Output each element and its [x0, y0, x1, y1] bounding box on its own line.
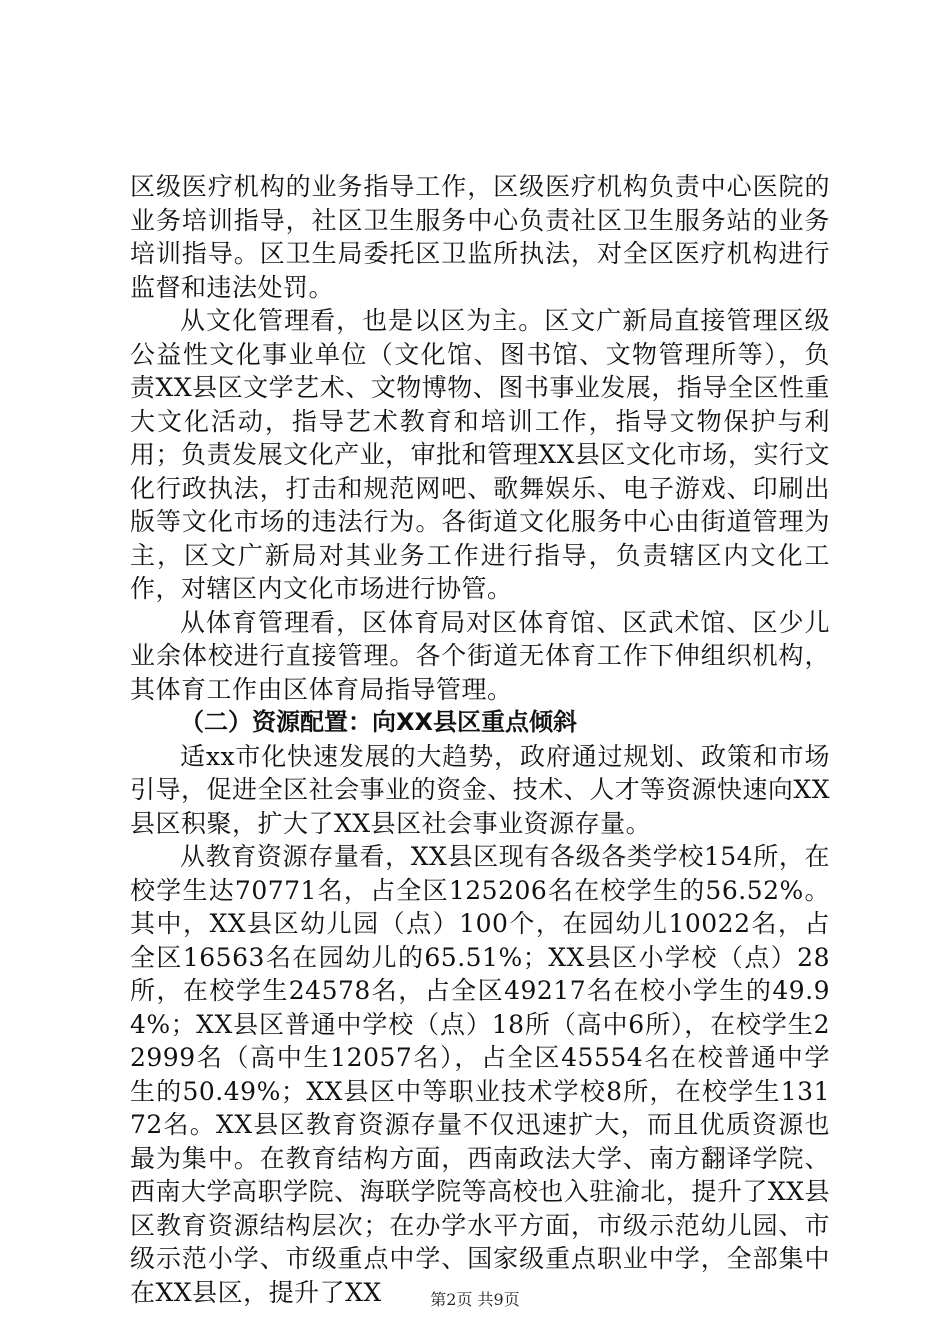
- page-footer: 第2页 共9页: [430, 1290, 520, 1309]
- paragraph-culture-management: 从文化管理看，也是以区为主。区文广新局直接管理区级公益性文化事业单位（文化馆、图书馆、文物管理所等），负责XX县区文学艺术、文物博物、图书事业发展，指导全区性重大文化活动，指导艺术教育和培训工作，指导文物保护与利用；负责发展文化产业，审批和管理XX县区文化市场，实行文化行政执法，打击和规范网吧、歌舞娱乐、电子游戏、印刷出版等文化市场的违法行为。各街道文化服务中心由街道管理为主，区文广新局对其业务工作进行指导，负责辖区内文化工作，对辖区内文化市场进行协管。: [130, 306, 830, 603]
- section-heading: （二）资源配置：向XX县区重点倾斜: [180, 708, 578, 736]
- paragraph-sports-management: 从体育管理看，区体育局对区体育馆、区武术馆、区少儿业余体校进行直接管理。各个街道无体育工作下伸组织机构，其体育工作由区体育局指导管理。: [130, 607, 830, 704]
- paragraph-education-resources: 从教育资源存量看，XX县区现有各级各类学校154所，在校学生达70771名，占全区125206名在校学生的56.52%。其中，XX县区幼儿园（点）100个，在园幼儿10022名，占全区16563名在园幼儿的65.51%；XX县区小学校（点）28所，在校学生24578名，占全区49217名在校小学生的49.94%；XX县区普通中学校（点）18所（高中6所），在校学生22999名（高中生12057名），占全区45554名在校普通中学生的50.49%；XX县区中等职业技术学校8所，在校学生13172名。XX县区教育资源存量不仅迅速扩大，而且优质资源也最为集中。在教育结构方面，西南政法大学、南方翻译学院、西南大学高职学院、海联学院等高校也入驻渝北，提升了XX县区教育资源结构层次；在办学水平方面，市级示范幼儿园、市级示范小学、市级重点中学、国家级重点职业中学，全部集中在XX县区，提升了XX: [130, 842, 830, 1307]
- paragraph-medical-continuation: 区级医疗机构的业务指导工作，区级医疗机构负责中心医院的业务培训指导，社区卫生服务中心负责社区卫生服务站的业务培训指导。区卫生局委托区卫监所执法，对全区医疗机构进行监督和违法处罚。: [130, 172, 830, 302]
- document-body: [130, 170, 830, 1309]
- paragraph-resource-allocation: 适xx市化快速发展的大趋势，政府通过规划、政策和市场引导，促进全区社会事业的资金、技术、人才等资源快速向XX县区积聚，扩大了XX县区社会事业资源存量。: [130, 741, 830, 838]
